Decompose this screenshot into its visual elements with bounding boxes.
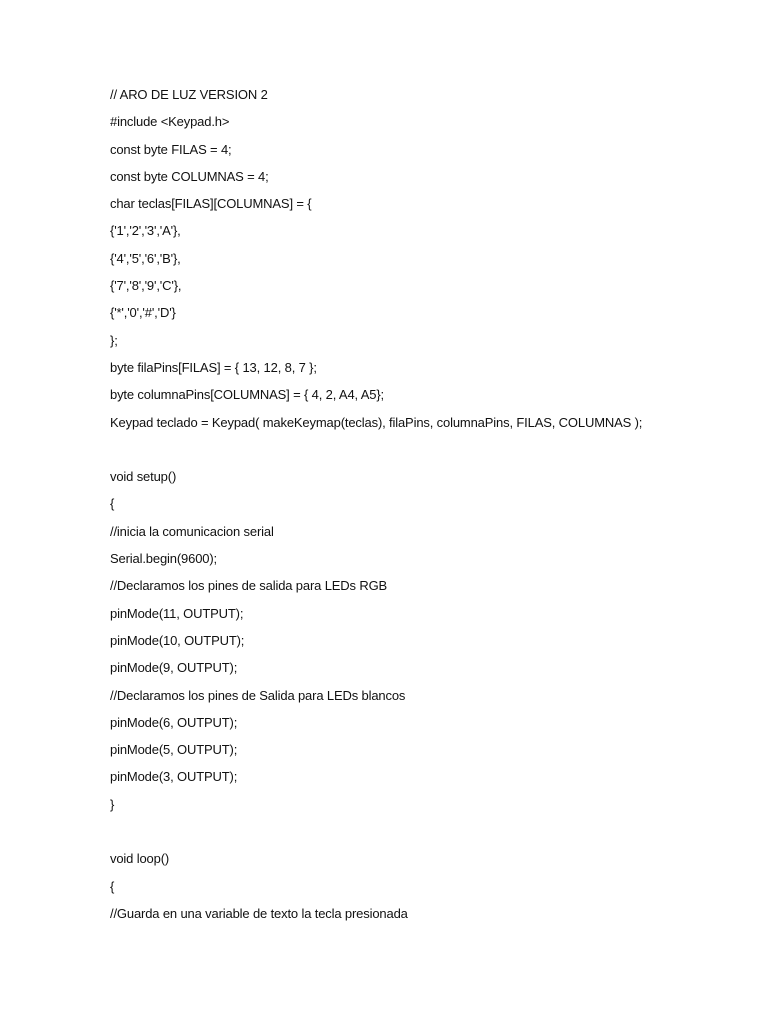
code-line-pinmode-11: pinMode(11, OUTPUT); <box>110 605 244 621</box>
code-line-open-brace: { <box>110 878 115 894</box>
code-line-filas-const: const byte FILAS = 4; <box>110 141 232 157</box>
code-line-close-brace: } <box>110 796 115 812</box>
code-line-comment-rgb: //Declaramos los pines de salida para LEDs RGB <box>110 578 388 594</box>
code-line-pinmode-9: pinMode(9, OUTPUT); <box>110 660 238 676</box>
code-line-keys-row-1: {'1','2','3','A'}, <box>110 223 181 239</box>
code-line-include: #include <Keypad.h> <box>110 114 230 130</box>
code-line-pinmode-5: pinMode(5, OUTPUT); <box>110 742 238 758</box>
code-line-pinmode-3: pinMode(3, OUTPUT); <box>110 769 238 785</box>
code-line-setup-signature: void setup() <box>110 469 177 485</box>
code-line-columna-pins: byte columnaPins[COLUMNAS] = { 4, 2, A4, A5}; <box>110 387 384 403</box>
code-line-comment-serial: //inicia la comunicacion serial <box>110 523 274 539</box>
code-line-pinmode-10: pinMode(10, OUTPUT); <box>110 632 245 648</box>
code-line-open-brace: { <box>110 496 115 512</box>
code-line-comment-key: //Guarda en una variable de texto la tecla presionada <box>110 905 408 921</box>
code-line-comment-title: // ARO DE LUZ VERSION 2 <box>110 87 268 102</box>
code-line-array-close: }; <box>110 332 118 348</box>
code-line-blank <box>110 821 750 848</box>
code-line-blank <box>110 439 750 466</box>
code-line-keys-row-4: {'*','0','#','D'} <box>110 305 176 321</box>
code-line-keypad-init: Keypad teclado = Keypad( makeKeymap(teclas), filaPins, columnaPins, FILAS, COLUMNAS ); <box>110 414 643 430</box>
code-line-keys-row-3: {'7','8','9','C'}, <box>110 278 182 294</box>
code-line-fila-pins: byte filaPins[FILAS] = { 13, 12, 8, 7 }; <box>110 359 317 375</box>
code-line-teclas-decl: char teclas[FILAS][COLUMNAS] = { <box>110 196 312 212</box>
code-line-serial-begin: Serial.begin(9600); <box>110 551 217 567</box>
code-listing <box>110 84 750 930</box>
code-line-loop-signature: void loop() <box>110 851 170 867</box>
code-line-pinmode-6: pinMode(6, OUTPUT); <box>110 714 238 730</box>
code-line-comment-white: //Declaramos los pines de Salida para LEDs blancos <box>110 687 406 703</box>
code-line-keys-row-2: {'4','5','6','B'}, <box>110 250 181 266</box>
code-line-columnas-const: const byte COLUMNAS = 4; <box>110 168 269 184</box>
